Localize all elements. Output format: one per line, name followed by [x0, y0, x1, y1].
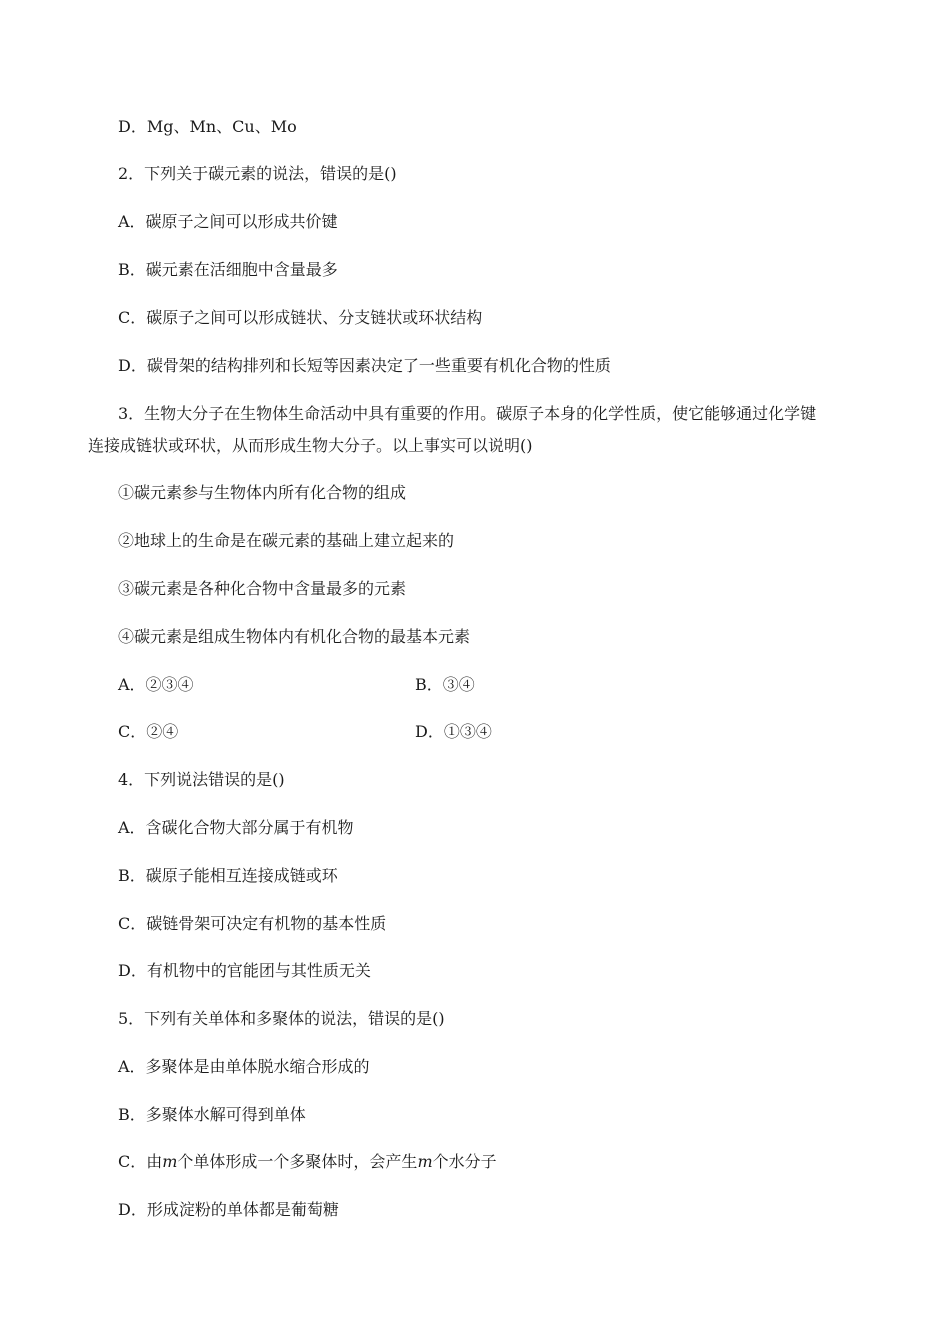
q5-option-c — [118, 1151, 497, 1173]
q3-option-d: D．①③④ — [415, 722, 492, 741]
q4-option-c: C．碳链骨架可决定有机物的基本性质 — [118, 914, 387, 933]
q2-option-d: D．碳骨架的结构排列和长短等因素决定了一些重要有机化合物的性质 — [118, 356, 611, 375]
q5-option-c-suffix: 个水分子 — [432, 1152, 497, 1171]
q4-option-b: B．碳原子能相互连接成链或环 — [118, 866, 338, 885]
q2-option-a: A．碳原子之间可以形成共价键 — [118, 212, 338, 231]
q5-option-b: B．多聚体水解可得到单体 — [118, 1105, 306, 1124]
q5-option-d: D．形成淀粉的单体都是葡萄糖 — [118, 1200, 339, 1219]
q3-option-b: B．③④ — [415, 675, 475, 694]
q4-option-d: D．有机物中的官能团与其性质无关 — [118, 961, 371, 980]
q5-option-c-middle: 个单体形成一个多聚体时，会产生 — [177, 1152, 418, 1171]
q3-stem-line1: 3．生物大分子在生物体生命活动中具有重要的作用。碳原子本身的化学性质，使它能够通过化学键 — [118, 404, 817, 423]
q4-option-a: A．含碳化合物大部分属于有机物 — [118, 818, 354, 837]
q3-statement-3: ③碳元素是各种化合物中含量最多的元素 — [118, 579, 407, 598]
q3-statement-4: ④碳元素是组成生物体内有机化合物的最基本元素 — [118, 627, 471, 646]
q3-option-a: A．②③④ — [118, 675, 194, 694]
q3-statement-1: ①碳元素参与生物体内所有化合物的组成 — [118, 483, 407, 502]
q2-stem: 2．下列关于碳元素的说法，错误的是() — [118, 164, 397, 183]
q2-option-c: C．碳原子之间可以形成链状、分支链状或环状结构 — [118, 308, 483, 327]
q3-option-c: C．②④ — [118, 722, 179, 741]
q5-stem: 5．下列有关单体和多聚体的说法，错误的是() — [118, 1009, 445, 1028]
variable-m: m — [162, 1152, 178, 1171]
q1-option-d: D．Mg、Mn、Cu、Mo — [118, 117, 297, 136]
q3-statement-2: ②地球上的生命是在碳元素的基础上建立起来的 — [118, 531, 455, 550]
q3-stem-line2: 连接成链状或环状，从而形成生物大分子。以上事实可以说明() — [88, 436, 533, 455]
q2-option-b: B．碳元素在活细胞中含量最多 — [118, 260, 338, 279]
q5-option-a: A．多聚体是由单体脱水缩合形成的 — [118, 1057, 370, 1076]
q4-stem: 4．下列说法错误的是() — [118, 770, 285, 789]
variable-m: m — [417, 1152, 433, 1171]
q5-option-c-prefix: C．由 — [118, 1152, 163, 1171]
